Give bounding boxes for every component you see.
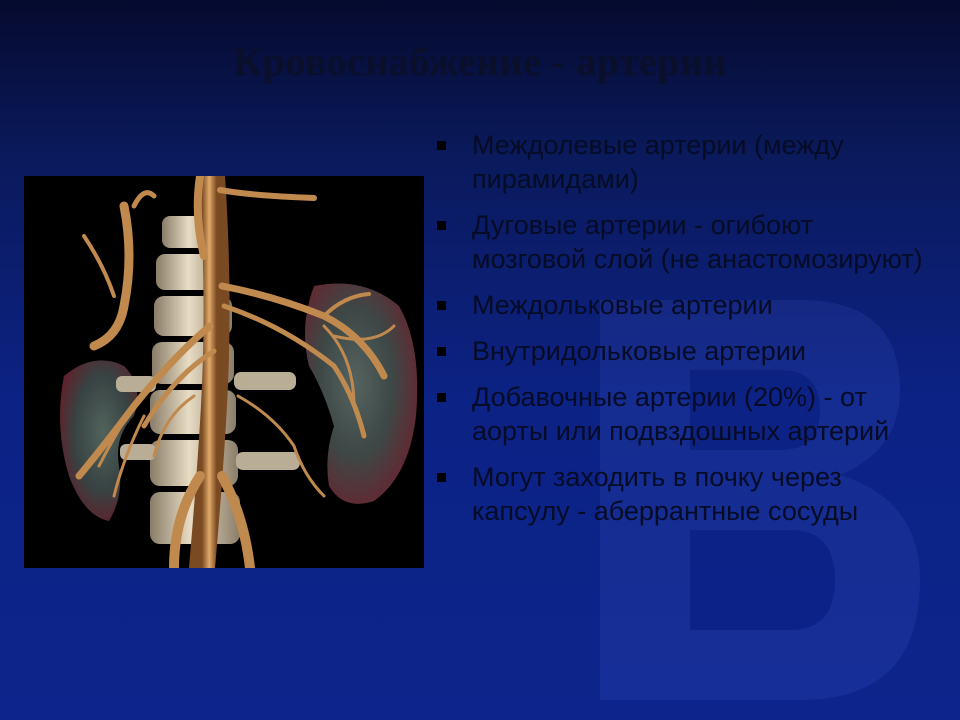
bullet-text: Дуговые артерии - огибоют мозговой слой (не анастомозируют): [472, 210, 923, 274]
bullet-item-4: [434, 334, 934, 368]
bullet-square-icon: [437, 473, 446, 482]
bullet-item-2: [434, 208, 934, 276]
angiography-image: [24, 176, 424, 568]
angiography-illustration: [24, 176, 424, 568]
bullet-text: Могут заходить в почку через капсулу - аберрантные сосуды: [472, 462, 859, 526]
bullet-square-icon: [437, 347, 446, 356]
bullet-item-1: [434, 128, 934, 196]
bullet-square-icon: [437, 301, 446, 310]
bullet-text: Междольковые артерии: [472, 290, 773, 320]
bullet-square-icon: [437, 393, 446, 402]
bullet-square-icon: [437, 141, 446, 150]
bullet-text: Междолевые артерии (между пирамидами): [472, 130, 844, 194]
bullet-list: [434, 128, 934, 540]
bullet-item-5: [434, 380, 934, 448]
page-title: Кровоснабжение - артерии: [232, 39, 728, 84]
bullet-text: Внутридольковые артерии: [472, 336, 806, 366]
bullet-text: Добавочные артерии (20%) - от аорты или подвздошных артерий: [472, 382, 890, 446]
bullet-square-icon: [437, 221, 446, 230]
bullet-item-3: [434, 288, 934, 322]
bullet-item-6: [434, 460, 934, 528]
